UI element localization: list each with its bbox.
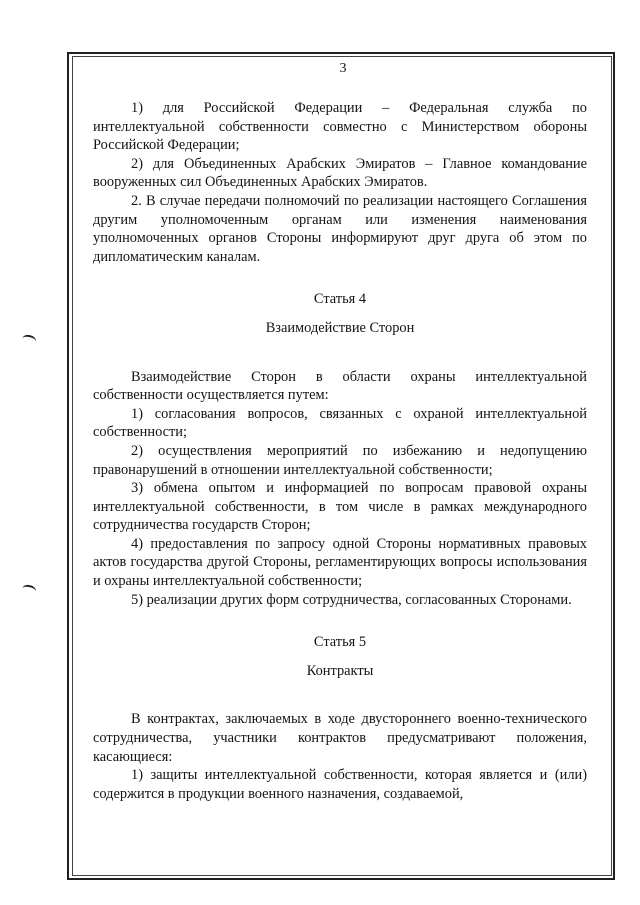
article-4-number: Статья 4 <box>313 291 367 308</box>
document-body <box>93 99 587 803</box>
paragraph: 1) согласования вопросов, связанных с охраной интеллектуальной собственности; <box>93 405 587 441</box>
paragraph: В контрактах, заключаемых в ходе двустороннего военно-технического сотрудничества, участники контрактов предусматривают положения, касающиеся: <box>93 711 587 765</box>
page-number: 3 <box>339 61 347 76</box>
binding-hole-mark <box>21 334 37 347</box>
article-4-title: Взаимодействие Сторон <box>265 319 415 336</box>
paragraph: 5) реализации других форм сотрудничества, согласованных Сторонами. <box>131 591 572 608</box>
article-5-number: Статья 5 <box>313 634 367 651</box>
paragraph: 1) защиты интеллектуальной собственности, которая является и (или) содержится в продукции военного назначения, создаваемой, <box>93 767 587 802</box>
paragraph: 3) обмена опытом и информацией по вопросам правовой охраны интеллектуальной собственности, в том числе в рамках международного сотрудничества государств Сторон; <box>93 480 587 534</box>
binding-hole-mark <box>21 584 37 597</box>
paragraph: 2) осуществления мероприятий по избежанию и недопущению правонарушений в отношении интеллектуальной собственности; <box>93 442 587 478</box>
article-5-title: Контракты <box>306 662 374 679</box>
paragraph: 1) для Российской Федерации – Федеральная служба по интеллектуальной собственности совместно с Министерством обороны Российской Федерации; <box>93 100 587 154</box>
paragraph: Взаимодействие Сторон в области охраны интеллектуальной собственности осуществляется путем: <box>93 368 587 404</box>
paragraph: 2. В случае передачи полномочий по реализации настоящего Соглашения другим уполномоченным органам или изменения наименования уполномоченных органов Стороны информируют друг друга об этом по дипломатическим каналам. <box>93 192 587 265</box>
paragraph: 4) предоставления по запросу одной Стороны нормативных правовых актов государства другой Стороны, регламентирующих вопросы использования и охраны интеллектуальной собственности; <box>93 535 587 590</box>
paragraph: 2) для Объединенных Арабских Эмиратов – Главное командование вооруженных сил Объединенных Арабских Эмиратов. <box>93 155 587 191</box>
